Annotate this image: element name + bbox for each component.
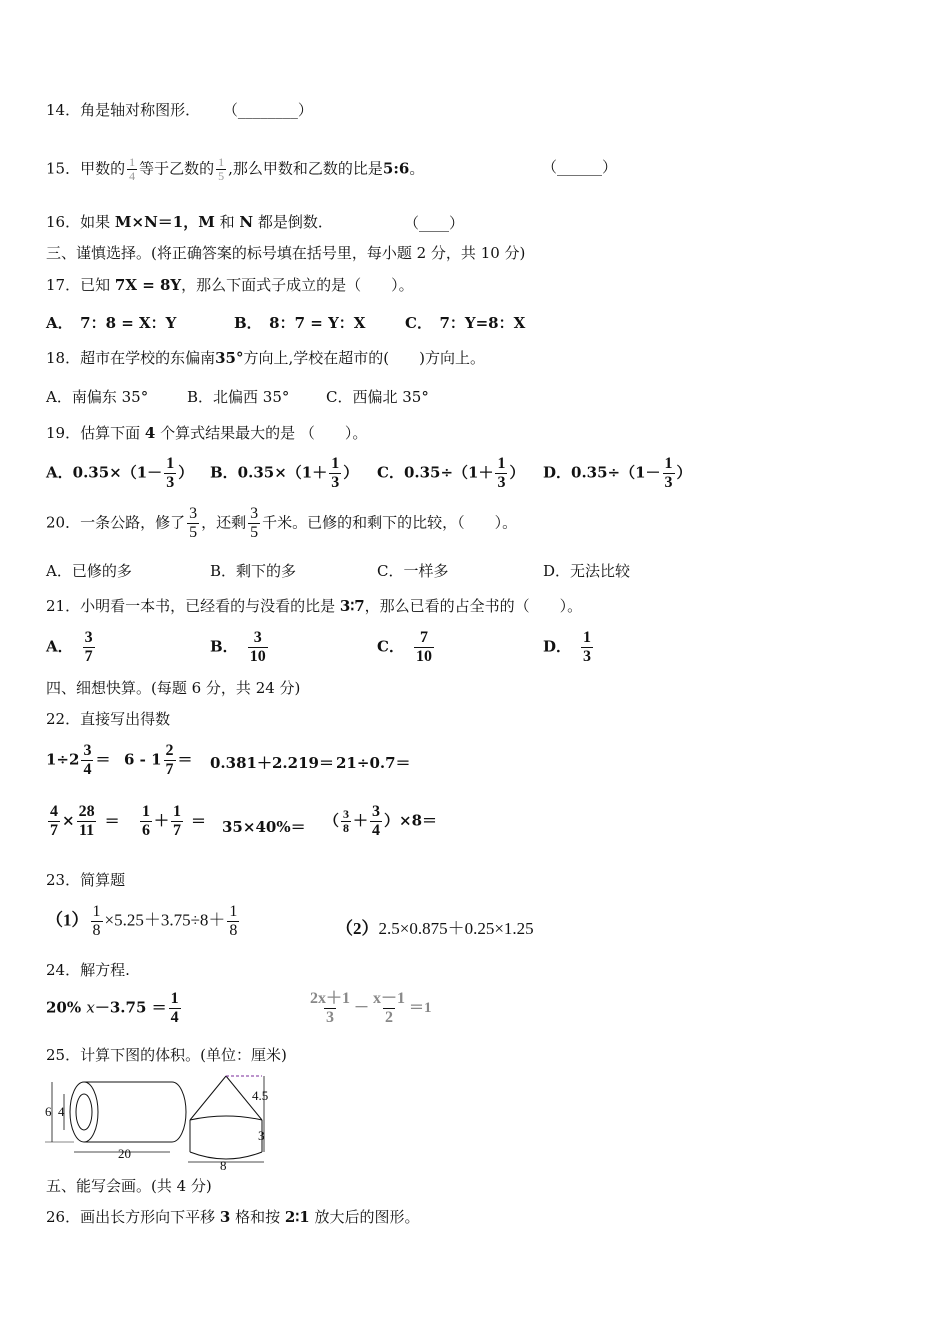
section-3-title: 三、谨慎选择。(将正确答案的标号填在括号里，每小题 2 分，共 10 分) — [46, 244, 526, 262]
fraction: $\frac{3}{5}$ — [189, 505, 198, 541]
option-b[interactable]: B．0.35×（1＋ $\frac{1}{3}$ ） — [210, 455, 359, 491]
option-d[interactable]: D． $\frac{1}{3}$ — [543, 629, 592, 665]
cone-cylinder-shape — [188, 1076, 268, 1173]
calc-item: 6 - 1 $\frac{2}{7}$ ＝ — [124, 742, 193, 778]
label-cone-height: 4.5 — [252, 1088, 269, 1103]
option-a[interactable]: A．已修的多 — [46, 562, 132, 580]
question-18: 18．超市在学校的东偏南35°方向上,学校在超市的( )方向上。 — [46, 349, 485, 367]
answer-blank[interactable]: （________） — [222, 101, 313, 119]
question-23: 23．简算题 — [46, 871, 126, 889]
equation-2: $\frac{2x+1}{3}$ － $\frac{x-1}{2}$ ＝1 — [310, 990, 432, 1026]
answer-blank[interactable]: （____） — [404, 214, 465, 232]
fraction: $\frac{3}{5}$ — [250, 505, 259, 541]
answer-blank[interactable]: （______） — [542, 158, 618, 176]
option-c[interactable]: C．一样多 — [377, 562, 449, 580]
simplify-1: （1） $\frac{1}{8}$ ×5.25＋3.75÷8＋ $\frac{1}{8}$ — [46, 903, 238, 939]
option-d[interactable]: D．0.35÷（1－ $\frac{1}{3}$ ） — [543, 455, 692, 491]
option-d[interactable]: D．无法比较 — [543, 562, 631, 580]
option-a[interactable]: A． 7：8 = X：Y — [46, 314, 177, 332]
calc-item: 0.381＋2.219＝ — [210, 754, 334, 772]
calc-item: （ $\frac{3}{8}$ ＋ $\frac{3}{4}$ ）×8＝ — [324, 803, 438, 839]
label-cylinder-height: 3 — [258, 1128, 265, 1143]
fraction-a: $\frac{1}{4}$ — [129, 155, 136, 183]
simplify-2: （2）2.5×0.875＋0.25×1.25 — [336, 919, 534, 938]
question-26: 26．画出长方形向下平移 3 格和按 2∶1 放大后的图形。 — [46, 1208, 420, 1226]
label-inner-diameter: 4 — [58, 1104, 65, 1119]
option-c[interactable]: C． 7：Y=8：X — [405, 314, 526, 332]
option-b[interactable]: B．剩下的多 — [210, 562, 297, 580]
option-a[interactable]: A．南偏东 35° — [46, 388, 149, 406]
question-17: 17．已知 7X = 8Y，那么下面式子成立的是（ ）。 — [46, 276, 414, 294]
question-21: 21．小明看一本书，已经看的与没看的比是 3∶7，那么已看的占全书的（ ）。 — [46, 597, 583, 615]
pipe-shape — [45, 1082, 186, 1161]
question-14: 14．角是轴对称图形． （________） — [46, 101, 313, 119]
question-25: 25．计算下图的体积。(单位：厘米) — [46, 1046, 287, 1064]
calc-item: $\frac{1}{6}$ ＋ $\frac{1}{7}$ ＝ — [142, 803, 207, 839]
option-b[interactable]: B． 8：7 = Y：X — [234, 314, 366, 332]
option-c[interactable]: C．西偏北 35° — [326, 388, 429, 406]
calc-item: 1÷2 $\frac{3}{4}$ ＝ — [46, 742, 111, 778]
option-b[interactable]: B．北偏西 35° — [187, 388, 290, 406]
question-15: 15．甲数的 $\frac{1}{4}$ 等于乙数的 $\frac{1}{5}$ ,那么甲数和乙数的比是5:6。 — [46, 155, 425, 183]
question-22: 22．直接写出得数 — [46, 710, 171, 728]
question-16: 16．如果 M×N＝1，M 和 N 都是倒数． — [46, 213, 333, 231]
option-a[interactable]: A． $\frac{3}{7}$ — [46, 629, 93, 665]
option-c[interactable]: C． $\frac{7}{10}$ — [377, 629, 432, 665]
calc-item: 35×40%＝ — [222, 818, 306, 836]
calc-item: $\frac{4}{7}$ × $\frac{28}{11}$ ＝ — [50, 803, 120, 839]
volume-figure — [40, 1068, 280, 1174]
label-outer-diameter: 6 — [45, 1104, 52, 1119]
fraction-b: $\frac{1}{5}$ — [218, 155, 225, 183]
label-diameter: 8 — [220, 1158, 227, 1173]
option-a[interactable]: A．0.35×（1－ $\frac{1}{3}$ ） — [46, 455, 194, 491]
option-b[interactable]: B． $\frac{3}{10}$ — [210, 629, 266, 665]
equation-1: 20% x－3.75 ＝ $\frac{1}{4}$ — [46, 990, 179, 1026]
calc-item: 21÷0.7＝ — [336, 754, 411, 772]
section-4-title: 四、细想快算。(每题 6 分，共 24 分) — [46, 679, 301, 697]
label-length: 20 — [118, 1146, 131, 1161]
option-c[interactable]: C．0.35÷（1＋ $\frac{1}{3}$ ） — [377, 455, 525, 491]
section-5-title: 五、能写会画。(共 4 分) — [46, 1177, 212, 1195]
question-20: 20．一条公路，修了 $\frac{3}{5}$ ，还剩 $\frac{3}{5}$ 千米。已修的和剩下的比较，（ ）。 — [46, 505, 518, 541]
question-19: 19．估算下面 4 个算式结果最大的是 （ ）。 — [46, 424, 368, 442]
question-24: 24．解方程. — [46, 961, 130, 979]
